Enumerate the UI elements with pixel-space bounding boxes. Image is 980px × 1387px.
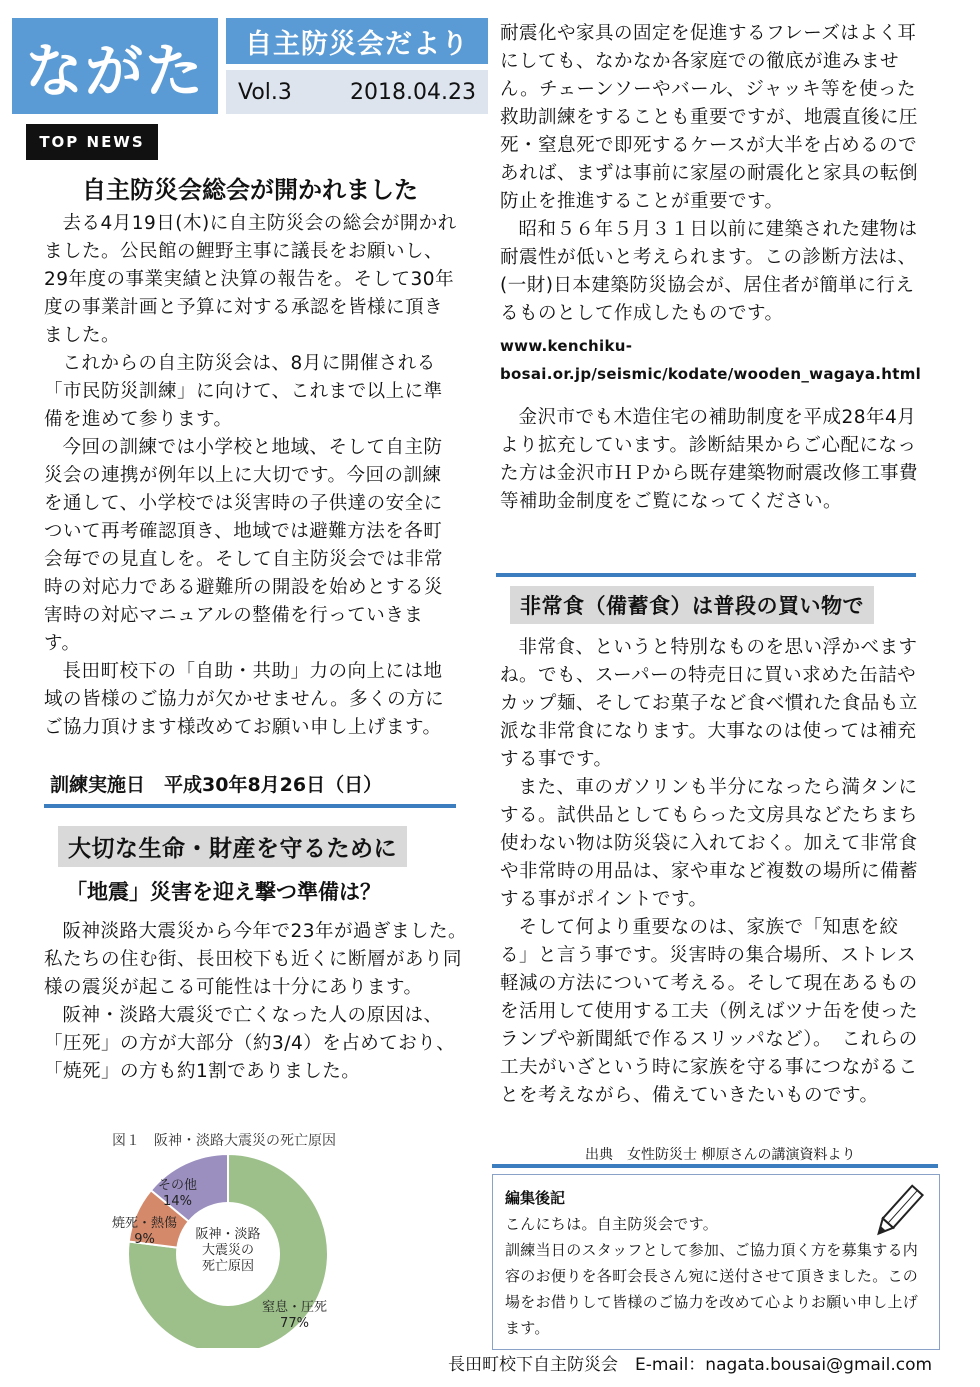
pie-label-crush — [262, 1300, 327, 1332]
article3-paragraph: そして何より重要なのは、家族で「知恵を絞る」と言う事です。災害時の集合場所、ストレス軽減の方法について考える。そして現在あるものを活用して使用する工夫（例えばツナ缶を使ったランプや新聞紙で作るスリッパなど）。 これらの工夫がいざという時に家族を守る事につながることを考えながら、備えていきたいものです。 — [500, 917, 919, 1106]
editor-note-title: 編集後記 — [505, 1189, 566, 1207]
reference-url[interactable]: www.kenchiku- — [500, 337, 633, 355]
article3-source: 出典 女性防災士 柳原さんの講演資料より — [585, 1147, 856, 1163]
article1-title: 自主防災会総会が開かれました — [82, 176, 418, 204]
pie-label-value: 14% — [163, 1194, 192, 1209]
article2-continued — [500, 20, 922, 516]
article1-body — [44, 210, 459, 742]
pie-label-category: 窒息・圧死 — [262, 1300, 328, 1315]
editor-note-box — [492, 1174, 940, 1350]
pie-center-line: 大震災の — [201, 1243, 255, 1258]
pie-center-line: 死亡原因 — [201, 1259, 255, 1274]
issue-info — [226, 70, 488, 114]
article3-paragraph: 非常食、というと特別なものを思い浮かべますね。でも、スーパーの特売日に買い求めた缶詰やカップ麺、そしてお菓子など食べ慣れた食品も立派な非常食になります。大事なのは使っては補充する事です。 — [500, 637, 918, 770]
article1-paragraph: 長田町校下の「自助・共助」力の向上には地域の皆様のご協力が欠かせません。多くの方にご協力頂けます様改めてお願い申し上げます。 — [44, 661, 445, 738]
editor-note-line: こんにちは。自主防災会です。 — [505, 1215, 719, 1233]
footer-contact: 長田町校下自主防災会 E-mail：nagata.bousai@gmail.com — [448, 1355, 933, 1375]
pie-label-value: 9% — [134, 1232, 155, 1247]
article2-paragraph: 阪神淡路大震災から今年で23年が過ぎました。私たちの住む街、長田校下も近くに断層があり同様の震災が起こる可能性は十分にあります。 — [44, 921, 468, 998]
reference-url[interactable]: bosai.or.jp/seismic/kodate/wooden_wagaya.html — [500, 365, 922, 383]
article2-cont-paragraph: 耐震化や家具の固定を促進するフレーズはよく耳にしても、なかなか各家庭での徹底が進みません。チェーンソーやバール、ジャッキ等を使った救助訓練をすることも重要ですが、地震直後に圧死・窒息死で即死するケースが大半を占めるのであれば、まずは事前に家屋の耐震化と家具の転倒防止を推進することが重要です。 — [500, 23, 919, 212]
article2-title: 大切な生命・財産を守るために — [58, 826, 407, 867]
training-date: 訓練実施日 平成30年8月26日（日） — [50, 774, 383, 796]
editor-note-body — [505, 1211, 923, 1341]
pie-label-other — [158, 1178, 197, 1210]
section-divider — [496, 573, 916, 577]
article3-body — [500, 634, 918, 1110]
newsletter-logo: ながた — [12, 18, 218, 114]
pie-label-value: 77% — [280, 1316, 309, 1331]
article2-cont-paragraph: 昭和５６年５月３１日以前に建築された建物は耐震性が低いと考えられます。この診断方法は、(一財)日本建築防災協会が、居住者が簡単に行えるものとして作成したものです。 — [500, 219, 918, 324]
article2-subtitle: 「地震」災害を迎え撃つ準備は？ — [66, 880, 381, 904]
issue-volume: Vol.3 — [238, 79, 292, 105]
newsletter-title: 自主防災会だより — [226, 18, 488, 64]
pie-chart — [100, 1148, 380, 1348]
article2-body — [44, 918, 469, 1086]
section-divider — [492, 1164, 938, 1168]
article2-title-wrap — [58, 826, 407, 867]
article3-title-wrap — [510, 586, 874, 624]
article2-paragraph: 阪神・淡路大震災で亡くなった人の原因は、「圧死」の方が大部分（約3/4）を占めており、「焼死」の方も約1割でありました。 — [44, 1005, 456, 1082]
article3-paragraph: また、車のガソリンも半分になったら満タンにする。試供品としてもらった文房具などたちまち使わない物は防災袋に入れておく。加えて非常食や非常時の用品は、家や車など複数の場所に備蓄する事がポイントです。 — [500, 777, 919, 910]
article1-paragraph: 今回の訓練では小学校と地域、そして自主防災会の連携が例年以上に大切です。今回の訓練を通して、小学校では災害時の子供達の安全について再考確認頂き、地域では避難方法を各町会毎での見直しを。そして自主防災会では非常時の対応力である避難所の開設を始めとする災害時の対応マニュアルの整備を行っていきます。 — [44, 437, 444, 654]
pie-center-line: 阪神・淡路 — [195, 1227, 261, 1242]
subsidy-paragraph: 金沢市でも木造住宅の補助制度を平成28年4月より拡充しています。診断結果からご心配になった方は金沢市ＨＰから既存建築物耐震改修工事費等補助金制度をご覧になってください。 — [500, 407, 919, 512]
top-news-label: TOP NEWS — [26, 124, 158, 160]
editor-note-line: 訓練当日のスタッフとして参加、ご協力頂く方を募集する内容のお便りを各町会長さん宛に送付させて頂きました。この場をお借りして皆様のご協力を改めて心よりお願い申し上げます。 — [505, 1241, 919, 1337]
pie-label-category: 焼死・熱傷 — [112, 1216, 178, 1231]
article1-paragraph: これからの自主防災会は、8月に開催される「市民防災訓練」に向けて、これまで以上に準備を進めて参ります。 — [44, 353, 443, 430]
article3-title: 非常食（備蓄食）は普段の買い物で — [510, 586, 874, 624]
section-divider — [44, 804, 456, 808]
article1-paragraph: 去る4月19日(木)に自主防災会の総会が開かれました。公民館の鯉野主事に議長をお願いし、29年度の事業実績と決算の報告を。そして30年度の事業計画と予算に対する承認を皆様に頂きました。 — [44, 213, 457, 346]
issue-date: 2018.04.23 — [350, 79, 476, 105]
pie-label-category: その他 — [158, 1178, 198, 1193]
pie-label-burn — [112, 1216, 177, 1248]
chart-title: 図１ 阪神・淡路大震災の死亡原因 — [112, 1133, 336, 1149]
